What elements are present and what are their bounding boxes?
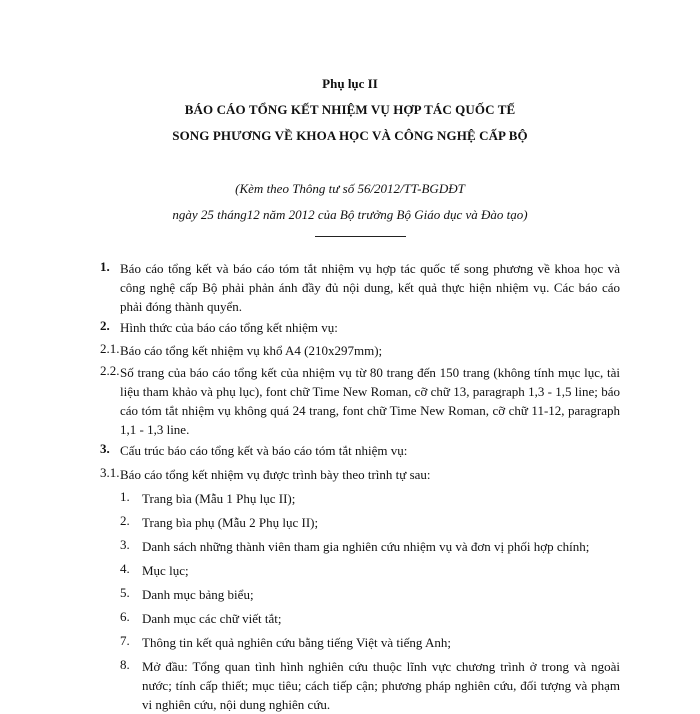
sublist-text: Thông tin kết quả nghiên cứu bằng tiếng Việt và tiếng Anh; bbox=[142, 635, 451, 650]
item-text: Báo cáo tổng kết nhiệm vụ được trình bày theo trình tự sau: bbox=[120, 467, 431, 482]
item-text: Báo cáo tổng kết và báo cáo tóm tắt nhiệm vụ hợp tác quốc tế song phương về khoa học và công nghệ cấp Bộ phải phản ánh đầy đủ nội dung, kết quả thực hiện nhiệm vụ. Các báo cáo phải đóng thành quyển. bbox=[120, 261, 620, 314]
item-number: 2.1. bbox=[100, 341, 120, 356]
sublist-text: Trang bìa (Mẫu 1 Phụ lục II); bbox=[142, 491, 296, 506]
item-number: 1. bbox=[100, 259, 110, 274]
document-title-line-1: BÁO CÁO TỔNG KẾT NHIỆM VỤ HỢP TÁC QUỐC TẾ bbox=[184, 102, 516, 117]
reference-line-1: (Kèm theo Thông tư số 56/2012/TT-BGDĐT bbox=[235, 181, 465, 196]
document-title-line-2: SONG PHƯƠNG VỀ KHOA HỌC VÀ CÔNG NGHỆ CẤP BỘ bbox=[172, 128, 528, 143]
sublist-number: 2. bbox=[120, 513, 130, 528]
item-text: Số trang của báo cáo tổng kết của nhiệm vụ từ 80 trang đến 150 trang (không tính mục lục, tài liệu tham khảo và phụ lục), font chữ Time New Roman, cỡ chữ 13, paragraph 1,3 - 1,5 line; báo cáo tóm tắt nhiệm vụ không quá 24 trang, font chữ Time New Roman, cỡ chữ 11-12, paragraph 1,1 - 1,3 line. bbox=[120, 365, 620, 437]
sublist-number: 1. bbox=[120, 489, 130, 504]
sublist-text: Danh mục các chữ viết tắt; bbox=[142, 611, 282, 626]
sublist-text: Mục lục; bbox=[142, 563, 189, 578]
sublist-text: Danh mục bảng biểu; bbox=[142, 587, 254, 602]
sublist-number: 5. bbox=[120, 585, 130, 600]
item-number: 3.1. bbox=[100, 465, 120, 480]
item-number: 2. bbox=[100, 318, 110, 333]
sublist-number: 6. bbox=[120, 609, 130, 624]
item-number: 2.2. bbox=[100, 363, 120, 378]
sublist-text: Danh sách những thành viên tham gia nghiên cứu nhiệm vụ và đơn vị phối hợp chính; bbox=[142, 539, 590, 554]
sublist-number: 8. bbox=[120, 657, 130, 672]
sublist-number: 4. bbox=[120, 561, 130, 576]
reference-line-2: ngày 25 tháng12 năm 2012 của Bộ trưởng Bộ Giáo dục và Đào tạo) bbox=[172, 207, 528, 222]
separator-line bbox=[315, 236, 406, 237]
item-text: Cấu trúc báo cáo tổng kết và báo cáo tóm tắt nhiệm vụ: bbox=[120, 443, 408, 458]
sublist-text: Mở đầu: Tổng quan tình hình nghiên cứu thuộc lĩnh vực chương trình ở trong và ngoài nước; tính cấp thiết; mục tiêu; cách tiếp cận; phương pháp nghiên cứu, đối tượng và phạm vi nghiên cứu, nội dung nghiên cứu. bbox=[142, 659, 620, 712]
item-text: Hình thức của báo cáo tổng kết nhiệm vụ: bbox=[120, 320, 338, 335]
appendix-label: Phụ lục II bbox=[322, 76, 378, 91]
sublist-number: 7. bbox=[120, 633, 130, 648]
sublist-number: 3. bbox=[120, 537, 130, 552]
item-text: Báo cáo tổng kết nhiệm vụ khổ A4 (210x297mm); bbox=[120, 343, 383, 358]
item-number: 3. bbox=[100, 441, 110, 456]
sublist-text: Trang bìa phụ (Mẫu 2 Phụ lục II); bbox=[142, 515, 319, 530]
